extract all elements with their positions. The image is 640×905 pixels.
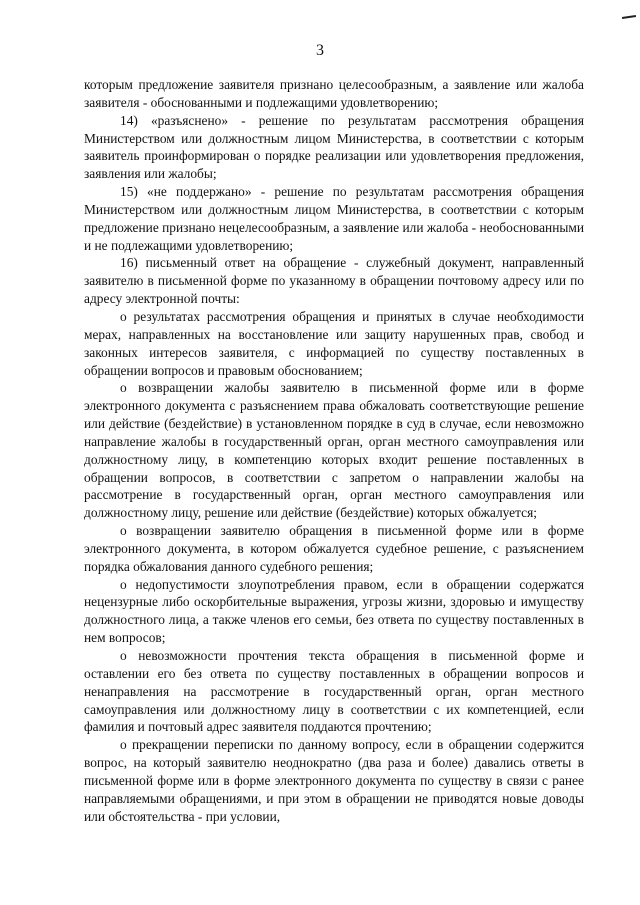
page-number: 3 — [316, 42, 324, 59]
paragraph-termination: о прекращении переписки по данному вопросу, если в обращении содержится вопрос, на который заявителю неоднократно (два раза и более) давались ответы в письменной форме или в форме электронного документа по существу в связи с ранее направляемыми обращениями, и при этом в обращении не приводятся новые доводы или обстоятельства - при условии, — [84, 737, 584, 824]
paragraph-results: о результатах рассмотрения обращения и принятых в случае необходимости мерах, направленных на восстановление или защиту нарушенных прав, свобод и законных интересов заявителя, с информацией по существу поставленных в обращении вопросов и правовым обоснованием; — [84, 308, 584, 378]
paragraph-court-decision: о возвращении заявителю обращения в письменной форме или в форме электронного документа, в котором обжалуется судебное решение, с разъяснением порядка обжалования данного судебного решения; — [84, 523, 584, 574]
paragraph-illegible-text: о невозможности прочтения текста обращения в письменной форме и оставлении его без ответа по существу поставленных в обращении вопросов и ненаправления на рассмотрение в государственный орган, орган местного самоуправления или должностному лицу в соответствии с их компетенцией, если фамилия и почтовый адрес заявителя поддаются прочтению; — [84, 648, 584, 735]
paragraph-item-14: 14) «разъяснено» - решение по результатам рассмотрения обращения Министерством или должностным лицом Министерства, в соответствии с которым заявитель проинформирован о порядке реализации или удовлетворения предложения, заявления или жалобы; — [84, 112, 584, 182]
paragraph-abuse-of-right: о недопустимости злоупотребления правом, если в обращении содержатся нецензурные либо оскорбительные выражения, угрозы жизни, здоровью и имуществу должностного лица, а также членов его семьи, без ответа по существу поставленных в нем вопросов; — [84, 576, 584, 646]
paragraph-item-15: 15) «не поддержано» - решение по результатам рассмотрения обращения Министерством или должностным лицом Министерства, в соответствии с которым предложение признано нецелесообразным, а заявление или жалоба - необоснованными и не подлежащими удовлетворению; — [84, 184, 584, 253]
paragraph-complaint-return: о возвращении жалобы заявителю в письменной форме или в форме электронного документа с разъяснением права обжаловать соответствующие решение или действие (бездействие) в установленном порядке в суд в случае, если невозможно направление жалобы в государственный орган, орган местного самоуправления или должностному лицу, в компетенцию которых входит решение поставленных в обращении вопросов, в соответствии с запретом о направлении жалобы на рассмотрение в государственный орган, орган местного самоуправления или должностному лицу, решение или действие (бездействие) которых обжалуется; — [84, 380, 584, 521]
paragraph-item-16: 16) письменный ответ на обращение - служебный документ, направленный заявителю в письменной форме по указанному в обращении почтовому адресу или по адресу электронной почты: — [84, 255, 584, 307]
paragraph-continuation: которым предложение заявителя признано целесообразным, а заявление или жалоба заявителя - обоснованными и подлежащими удовлетворению; — [84, 77, 584, 110]
document-body — [84, 76, 584, 825]
scan-corner-mark — [622, 15, 636, 19]
